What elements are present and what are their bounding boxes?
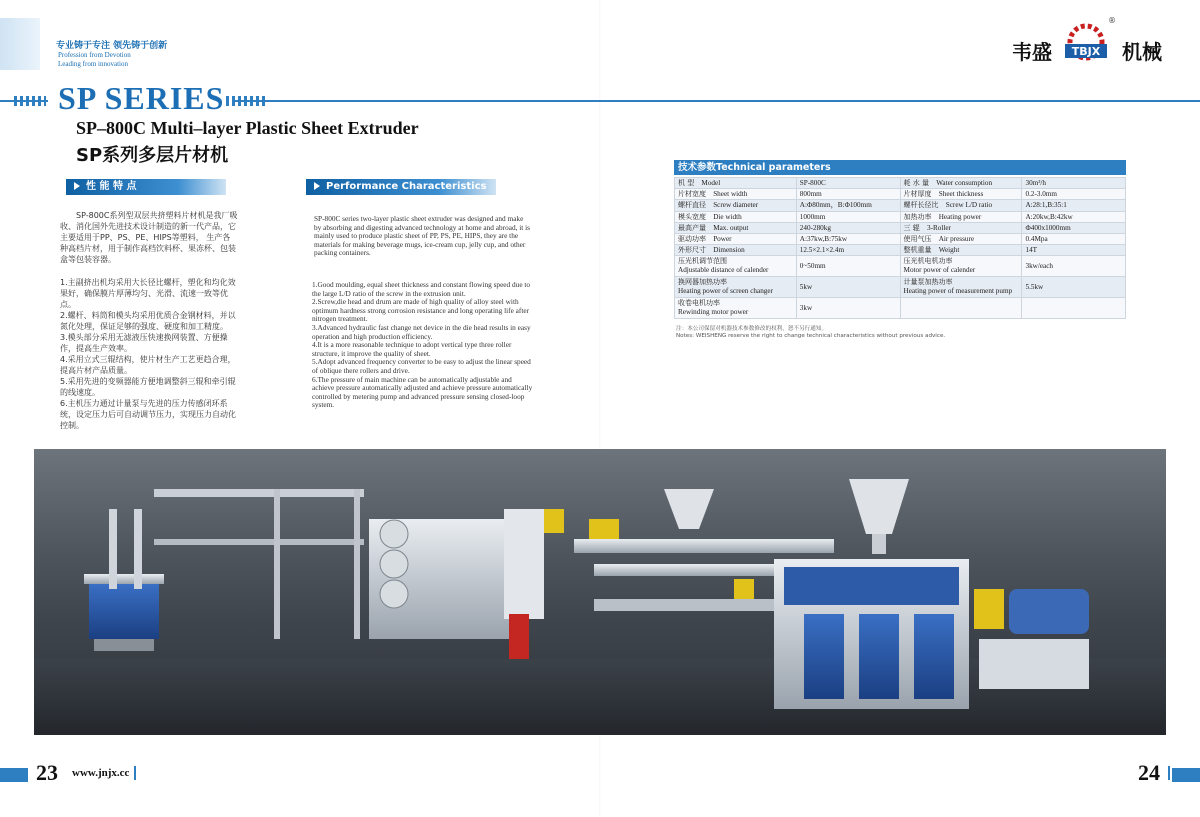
param-value-cell bbox=[796, 200, 900, 211]
tech-row bbox=[675, 233, 1126, 244]
param-value-cell bbox=[1022, 277, 1126, 298]
param-value: 14T bbox=[1025, 246, 1038, 255]
param-value-cell bbox=[796, 189, 900, 200]
param-label-cell bbox=[900, 178, 1022, 189]
param-label-en: Die width bbox=[713, 212, 742, 221]
series-title: SP SERIES bbox=[48, 80, 234, 117]
param-label-cn: 片材厚度 bbox=[903, 190, 932, 199]
param-label-cn: 压光机电机功率 bbox=[903, 257, 953, 266]
cn-feature-item: 4.采用立式三辊结构，使片材生产工艺更趋合理，提高片材产品质量。 bbox=[60, 355, 236, 375]
param-label-cell bbox=[900, 222, 1022, 233]
series-dots-left bbox=[14, 96, 46, 106]
company-logo bbox=[1012, 16, 1162, 76]
tech-row bbox=[675, 178, 1126, 189]
cn-section-header bbox=[66, 179, 226, 195]
param-value-cell bbox=[1022, 211, 1126, 222]
slogan-cn: 专业铸于专注 领先铸于创新 bbox=[56, 41, 168, 51]
tech-row bbox=[675, 211, 1126, 222]
tech-params-header: 技术参数Technical parameters bbox=[674, 160, 1126, 175]
param-label-en: Model bbox=[701, 179, 721, 188]
gear-logo-icon bbox=[1064, 20, 1108, 68]
param-value-cell bbox=[796, 256, 900, 277]
param-label-cell bbox=[675, 200, 797, 211]
param-label-en: Heating power bbox=[938, 212, 982, 221]
tech-row bbox=[675, 298, 1126, 319]
param-value: A:Φ80mm，B:Φ100mm bbox=[799, 201, 872, 210]
registered-mark: ® bbox=[1108, 16, 1116, 25]
param-label-en: Max. output bbox=[713, 223, 749, 232]
cn-feature-item: 1.主副挤出机均采用大长径比螺杆，塑化和均化效果好，确保膜片厚薄均匀、光滑、流速一致等优点。 bbox=[60, 278, 236, 309]
param-label-en: Heating power of screen changer bbox=[678, 287, 773, 296]
param-value: 0~50mm bbox=[799, 261, 826, 270]
cn-feature-item: 5.采用先进的变频器能方便地调整斜三辊和牵引辊的线速度。 bbox=[60, 377, 236, 397]
param-label-cell bbox=[675, 189, 797, 200]
param-value-cell bbox=[1022, 245, 1126, 256]
param-label-cell bbox=[900, 245, 1022, 256]
param-label-en: Adjustable distance of calender bbox=[678, 266, 769, 275]
logo-text-left: 韦盛 bbox=[1012, 40, 1052, 64]
param-label-cn: 使用气压 bbox=[903, 235, 932, 244]
param-label-en: Dimension bbox=[713, 246, 745, 255]
param-value: A:37kw,B:75kw bbox=[799, 235, 848, 244]
param-label-cn: 整机重量 bbox=[903, 246, 932, 255]
param-value: 0.2-3.0mm bbox=[1025, 190, 1058, 199]
param-label-cell bbox=[675, 256, 797, 277]
website-url: www.jnjx.cc bbox=[72, 767, 130, 779]
tech-row bbox=[675, 256, 1126, 277]
en-feature-item: 1.Good moulding, equal sheet thickness and constant flowing speed due to the large L/D ratio of the screw in the extrusion unit. bbox=[312, 280, 531, 298]
tech-row bbox=[675, 245, 1126, 256]
param-label-en: Water consumption bbox=[936, 179, 993, 188]
en-feature-item: 2.Screw,die head and drum are made of high quality of alloy steel with optimum hardness strong corrosion resistance and long operating life after nitrogen treatment. bbox=[312, 297, 530, 324]
param-label-cn: 片材宽度 bbox=[678, 190, 706, 199]
cn-feature-list bbox=[60, 277, 238, 431]
param-label-cn: 三 辊 bbox=[903, 223, 920, 232]
footer-bar-left bbox=[134, 766, 136, 780]
param-label-cn: 加热功率 bbox=[903, 212, 932, 221]
param-label-en: Air pressure bbox=[938, 235, 975, 244]
param-label-cn: 最高产量 bbox=[678, 223, 706, 232]
param-value: 800mm bbox=[799, 190, 822, 199]
tech-row bbox=[675, 200, 1126, 211]
en-feature-item: 4.It is a more reasonable technique to adopt vertical type three roller structure, it improve the quality of sheet. bbox=[312, 340, 512, 358]
param-value: 0.4Mpa bbox=[1025, 235, 1048, 244]
logo-text-right: 机械 bbox=[1122, 40, 1162, 64]
param-label-cell bbox=[675, 298, 797, 319]
en-section-header bbox=[306, 179, 496, 195]
param-label-cell bbox=[675, 178, 797, 189]
param-label-cell bbox=[675, 245, 797, 256]
param-value: 1000mm bbox=[799, 212, 826, 221]
param-value-cell bbox=[796, 298, 900, 319]
param-label-cell bbox=[675, 222, 797, 233]
slogan-en-1: Profession from Devotion bbox=[58, 51, 131, 59]
param-label-en: Screw L/D ratio bbox=[945, 201, 993, 210]
param-label-cn: 机 型 bbox=[678, 179, 695, 188]
param-label-cn: 收卷电机功率 bbox=[678, 299, 720, 308]
param-label-cell bbox=[900, 277, 1022, 298]
param-value-cell bbox=[796, 245, 900, 256]
cn-feature-item: 6.主机压力通过计量泵与先进的压力传感闭环系统，设定压力后可自动调节压力，实现压力自动化控制。 bbox=[60, 399, 236, 430]
machine-photo bbox=[34, 449, 1166, 735]
param-value: Φ400x1000mm bbox=[1025, 223, 1071, 232]
tech-row bbox=[675, 189, 1126, 200]
param-label-en: Sheet thickness bbox=[938, 190, 984, 199]
param-value: A:20kw,B:42kw bbox=[1025, 212, 1073, 221]
param-value-cell bbox=[796, 233, 900, 244]
product-title-en: SP–800C Multi–layer Plastic Sheet Extruder bbox=[76, 118, 419, 138]
param-value: 5kw bbox=[799, 282, 813, 291]
param-label-cell bbox=[900, 256, 1022, 277]
param-value-cell bbox=[1022, 298, 1126, 319]
param-value-cell bbox=[1022, 178, 1126, 189]
en-feature-list bbox=[312, 281, 534, 410]
slogan-en-2: Leading from innovation bbox=[58, 60, 128, 68]
slogan-block bbox=[0, 18, 210, 70]
param-label-en: Power bbox=[713, 235, 732, 244]
param-label-en: Screw diameter bbox=[713, 201, 759, 210]
param-value: 3kw/each bbox=[1025, 261, 1054, 270]
param-label-cell bbox=[675, 277, 797, 298]
param-label-en: Motor power of calender bbox=[903, 266, 976, 275]
param-label-cell bbox=[675, 233, 797, 244]
footer-accent-right bbox=[1172, 768, 1200, 782]
param-value: 5.5kw bbox=[1025, 282, 1044, 291]
param-label-cn: 模头宽度 bbox=[678, 212, 706, 221]
param-value: A:28:1,B:35:1 bbox=[1025, 201, 1067, 210]
en-feature-item: 6.The pressure of main machine can be automatically adjustable and achieve pressure automatically adjusted and achieve pressure automatically controlled by metering pump and advanced pressure sensing closed-loop system. bbox=[312, 374, 533, 410]
param-label-cell bbox=[675, 211, 797, 222]
param-value: 12.5×2.1×2.4m bbox=[799, 246, 845, 255]
param-value-cell bbox=[796, 178, 900, 189]
param-label-cn: 耗 水 量 bbox=[903, 179, 929, 188]
extruder-line-illustration bbox=[34, 449, 1166, 735]
param-value-cell bbox=[1022, 200, 1126, 211]
param-label-en: 3-Roller bbox=[926, 223, 951, 232]
spec-note-cn: 注：本公司保留对机器技术参数修改的权利，恕不另行通知。 bbox=[676, 326, 828, 332]
param-label-cn: 螺杆直径 bbox=[678, 201, 706, 210]
logo-mark-text: TBJX bbox=[1071, 45, 1101, 58]
param-label-cn: 外形尺寸 bbox=[678, 246, 706, 255]
param-label-cn: 换网器加热功率 bbox=[678, 278, 727, 287]
param-value-cell bbox=[1022, 222, 1126, 233]
en-intro: SP-800C series two-layer plastic sheet extruder was designed and make by absorbing and digesting advanced technology at home and abroad, it is mainly used to produce plastic sheet of PP, PS, PE, HIPS, they are the materials for making beverage mugs, ice-cream cup, jelly cup, and other packing containers. bbox=[314, 214, 531, 258]
en-feature-item: 5.Adopt advanced frequency converter to be easy to adjust the linear speed of oblique there rollers and drive. bbox=[312, 357, 531, 375]
tech-params-table bbox=[674, 177, 1126, 319]
param-label-en: Rewinding motor power bbox=[678, 308, 749, 317]
page-number-right: 24 bbox=[1138, 760, 1160, 785]
en-feature-item: 3.Advanced hydraulic fast change net device in the die head results in easy operation and high production efficiency. bbox=[312, 322, 531, 341]
footer-bar-right bbox=[1168, 766, 1170, 780]
chevron-right-icon bbox=[74, 182, 80, 190]
param-label-cn: 计量泵加热功率 bbox=[903, 278, 953, 287]
param-value: 3kw bbox=[799, 303, 813, 312]
product-title-cn: SP系列多层片材机 bbox=[76, 145, 229, 166]
param-value-cell bbox=[796, 211, 900, 222]
page-number-left: 23 bbox=[36, 760, 58, 785]
param-label-cn: 压光机调节范围 bbox=[678, 257, 727, 266]
param-label-en: Sheet width bbox=[713, 190, 748, 199]
param-label-cell bbox=[900, 200, 1022, 211]
series-dots-right bbox=[226, 96, 266, 106]
tech-row bbox=[675, 277, 1126, 298]
cn-feature-item: 3.模头部分采用无滤液压快速换网装置、方便操作，提高生产效率。 bbox=[60, 333, 228, 353]
param-value: SP-800C bbox=[799, 179, 826, 188]
param-label-cell bbox=[900, 189, 1022, 200]
tech-row bbox=[675, 222, 1126, 233]
slogan-bar bbox=[0, 18, 40, 70]
param-value-cell bbox=[1022, 256, 1126, 277]
param-value-cell bbox=[1022, 189, 1126, 200]
param-value-cell bbox=[796, 222, 900, 233]
param-label-cell bbox=[900, 211, 1022, 222]
spec-note bbox=[676, 326, 945, 340]
param-label-cell bbox=[900, 233, 1022, 244]
param-label-cn: 螺杆长径比 bbox=[903, 201, 939, 210]
param-label-en: Heating power of measurement pump bbox=[903, 287, 1013, 296]
footer-accent-left bbox=[0, 768, 28, 782]
cn-intro: SP-800C系列型双层共挤塑料片材机是我厂吸收、消化国外先进技术设计制造的新一代产品，它主要适用于PP、PS、PE、HIPS等塑料， 生产各种高档片材，用于制作高档饮料杯、果冻杯、包装盒等包装容器。 bbox=[60, 211, 238, 264]
param-value-cell bbox=[796, 277, 900, 298]
cn-feature-item: 2.螺杆、料筒和模头均采用优质合金钢材料，并以氮化处理，保证足够的强度、硬度和加工精度。 bbox=[60, 311, 236, 331]
param-label-cell bbox=[900, 298, 1022, 319]
param-value: 30m³/h bbox=[1025, 179, 1046, 188]
spec-note-en: Notes: WEISHENG reserve the right to change technical characteristics without previous advice. bbox=[676, 333, 946, 339]
param-label-en: Weight bbox=[938, 246, 960, 255]
en-section-title: Performance Characteristics bbox=[326, 181, 487, 192]
chevron-right-icon bbox=[314, 182, 320, 190]
param-value-cell bbox=[1022, 233, 1126, 244]
param-label-cn: 驱动功率 bbox=[678, 235, 706, 244]
cn-section-title: 性 能 特 点 bbox=[86, 181, 137, 192]
param-value: 240-280kg bbox=[799, 223, 831, 232]
